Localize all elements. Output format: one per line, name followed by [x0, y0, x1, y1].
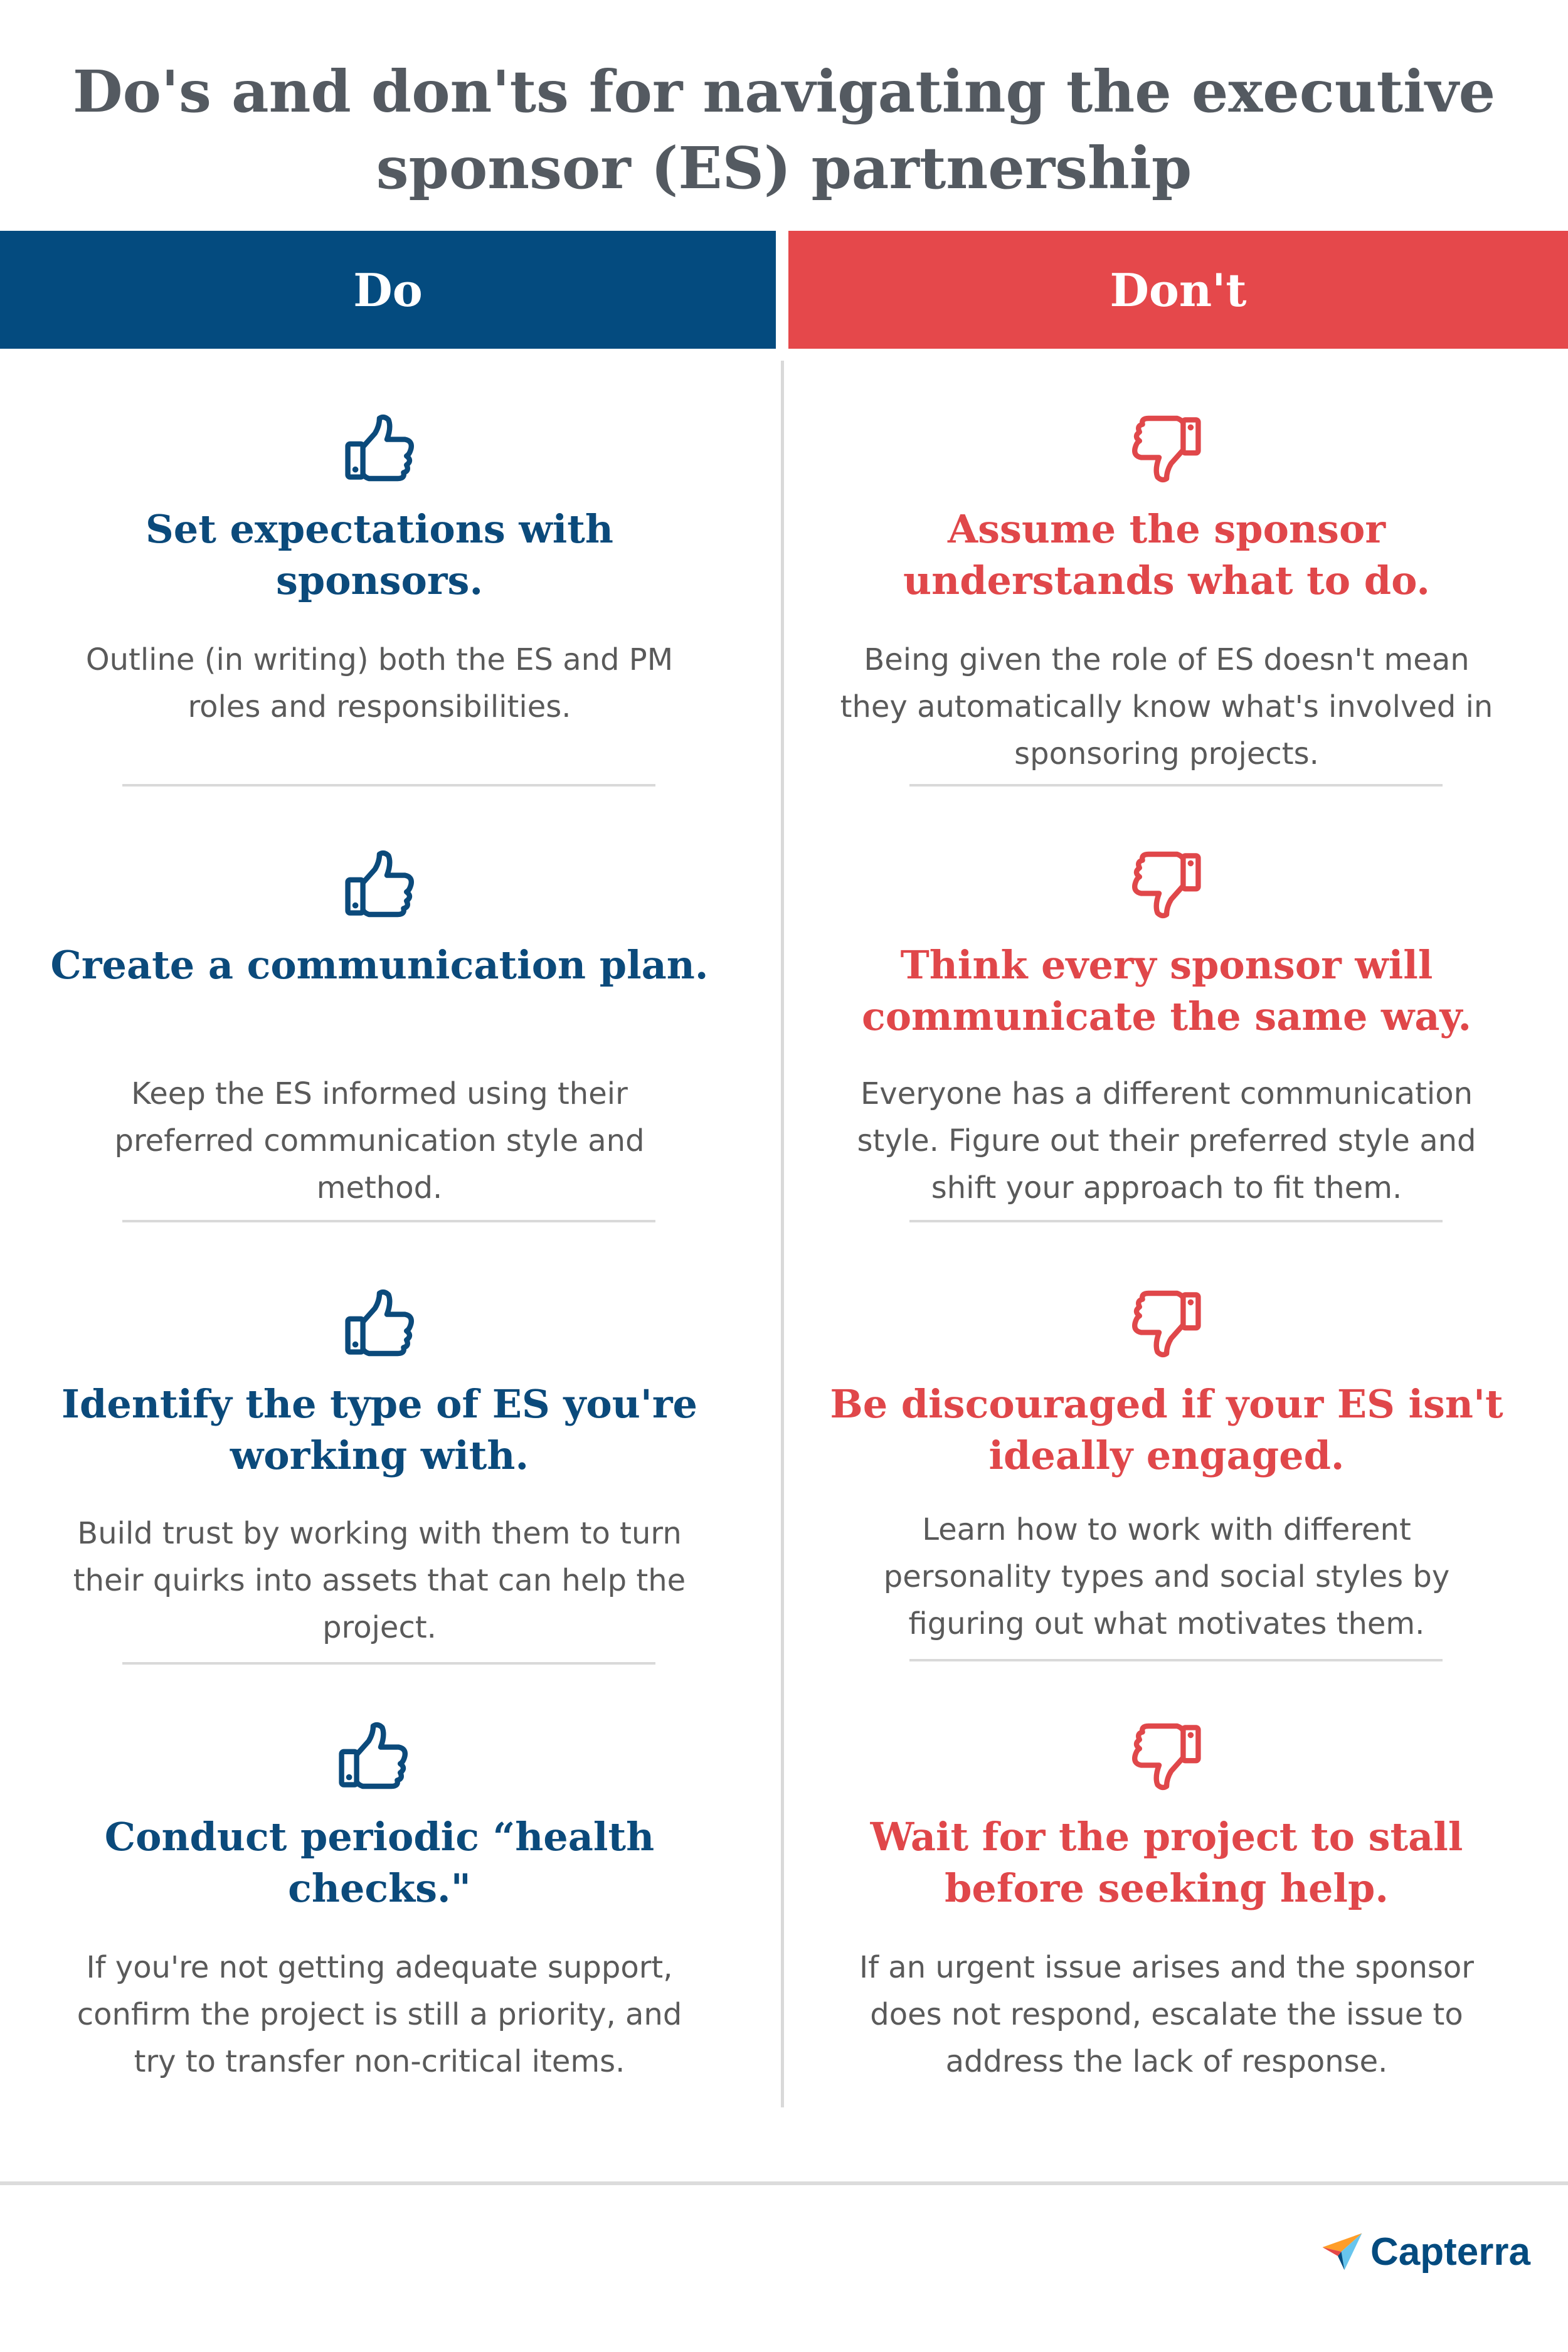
item-separator: [122, 784, 655, 787]
thumbs-up-icon: [342, 847, 417, 922]
dont-item: [822, 847, 1512, 1279]
dont-item: [822, 1719, 1512, 2151]
do-item-body: [34, 1510, 724, 1651]
dont-item-body: [822, 637, 1512, 778]
dont-item-body-line: Learn how to work with different: [922, 1512, 1411, 1547]
dont-item-title-line: Assume the sponsor: [948, 506, 1385, 552]
item-separator: [122, 1662, 655, 1665]
do-item-body: [34, 1071, 724, 1212]
do-item-body-line: If you're not getting adequate support,: [86, 1950, 673, 1985]
page-title-line-2: sponsor (ES) partnership: [376, 134, 1192, 202]
do-item-body: [34, 1944, 724, 2085]
dont-item: [822, 1286, 1512, 1719]
thumbs-down-icon: [1129, 411, 1204, 486]
dont-item-body-line: shift your approach to fit them.: [931, 1170, 1402, 1205]
capterra-logo-text: Capterra: [1370, 2230, 1530, 2274]
dont-item-title: [822, 1811, 1512, 1914]
dont-item-title-line: before seeking help.: [945, 1865, 1389, 1911]
do-item-title: [34, 1379, 724, 1481]
dont-item-title-line: understands what to do.: [903, 558, 1430, 603]
dont-item-title: [822, 940, 1512, 1042]
do-item-title-line: checks.": [288, 1865, 471, 1911]
do-item-title-line: Conduct periodic “health: [104, 1814, 655, 1860]
do-item-title: [34, 1811, 724, 1914]
dont-item-body-line: Everyone has a different communication: [860, 1076, 1473, 1111]
dont-item-title-line: Think every sponsor will: [900, 942, 1433, 988]
page-title-line-1: Do's and don'ts for navigating the executive: [72, 58, 1496, 125]
do-item-title-line: Set expectations with: [146, 506, 613, 552]
dont-item-body-line: sponsoring projects.: [1014, 736, 1319, 771]
dont-item-body-line: figuring out what motivates them.: [908, 1606, 1425, 1641]
do-item-title: [34, 940, 724, 991]
dont-column-header: Don't: [788, 231, 1568, 349]
do-item-body-line: method.: [316, 1170, 443, 1205]
item-separator: [909, 1659, 1443, 1661]
thumbs-up-icon: [336, 1719, 411, 1794]
item-separator: [909, 1220, 1443, 1222]
do-item-body-line: roles and responsibilities.: [188, 689, 571, 724]
do-item: [34, 1286, 724, 1719]
dont-item-title-line: ideally engaged.: [988, 1433, 1345, 1478]
dont-item-body-line: personality types and social styles by: [883, 1559, 1450, 1594]
do-item-body-line: Build trust by working with them to turn: [77, 1516, 682, 1551]
thumbs-down-icon: [1129, 1286, 1204, 1361]
do-item-body-line: confirm the project is still a priority, and: [77, 1997, 682, 2032]
page-title: [0, 53, 1568, 206]
do-item-body: [34, 637, 724, 731]
item-separator: [122, 1220, 655, 1222]
do-item-body-line: Keep the ES informed using their: [131, 1076, 628, 1111]
thumbs-down-icon: [1129, 847, 1204, 922]
dont-item-title-line: Be discouraged if your ES isn't: [830, 1381, 1503, 1427]
dont-item-title-line: Wait for the project to stall: [870, 1814, 1463, 1860]
do-item: [34, 1719, 724, 2151]
do-item-body-line: preferred communication style and: [114, 1123, 645, 1158]
dont-item-body-line: If an urgent issue arises and the sponsor: [859, 1950, 1475, 1985]
dont-item-title-line: communicate the same way.: [861, 993, 1472, 1039]
do-item-body-line: Outline (in writing) both the ES and PM: [85, 642, 674, 677]
do-item-title-line: Create a communication plan.: [50, 942, 709, 988]
do-item-title-line: Identify the type of ES you're: [61, 1381, 697, 1427]
do-item-body-line: their quirks into assets that can help the: [73, 1563, 686, 1598]
do-item-body-line: project.: [322, 1610, 437, 1645]
dont-item-title: [822, 1379, 1512, 1481]
do-column-header: Do: [0, 231, 776, 349]
dont-item-body-line: address the lack of response.: [945, 2044, 1388, 2079]
dont-item-body-line: style. Figure out their preferred style and: [857, 1123, 1476, 1158]
dont-item-body: [822, 1944, 1512, 2085]
dont-item-body-line: Being given the role of ES doesn't mean: [864, 642, 1470, 677]
item-separator: [909, 784, 1443, 787]
do-item-title-line: working with.: [230, 1433, 529, 1478]
do-item-title-line: sponsors.: [275, 558, 484, 603]
dont-item-body: [822, 1071, 1512, 1212]
capterra-arrow-icon: [1320, 2230, 1364, 2274]
dont-item-body-line: does not respond, escalate the issue to: [870, 1997, 1463, 2032]
column-divider: [781, 361, 784, 2107]
dont-item: [822, 411, 1512, 844]
do-item-body-line: try to transfer non-critical items.: [134, 2044, 625, 2079]
thumbs-up-icon: [342, 1286, 417, 1361]
capterra-logo[interactable]: [1320, 2223, 1530, 2280]
do-item: [34, 847, 724, 1279]
do-item-title: [34, 504, 724, 607]
footer-divider: [0, 2181, 1568, 2185]
dont-item-body: [822, 1507, 1512, 1648]
thumbs-down-icon: [1129, 1719, 1204, 1794]
thumbs-up-icon: [342, 411, 417, 486]
dont-item-title: [822, 504, 1512, 607]
dont-item-body-line: they automatically know what's involved in: [840, 689, 1493, 724]
do-item: [34, 411, 724, 844]
